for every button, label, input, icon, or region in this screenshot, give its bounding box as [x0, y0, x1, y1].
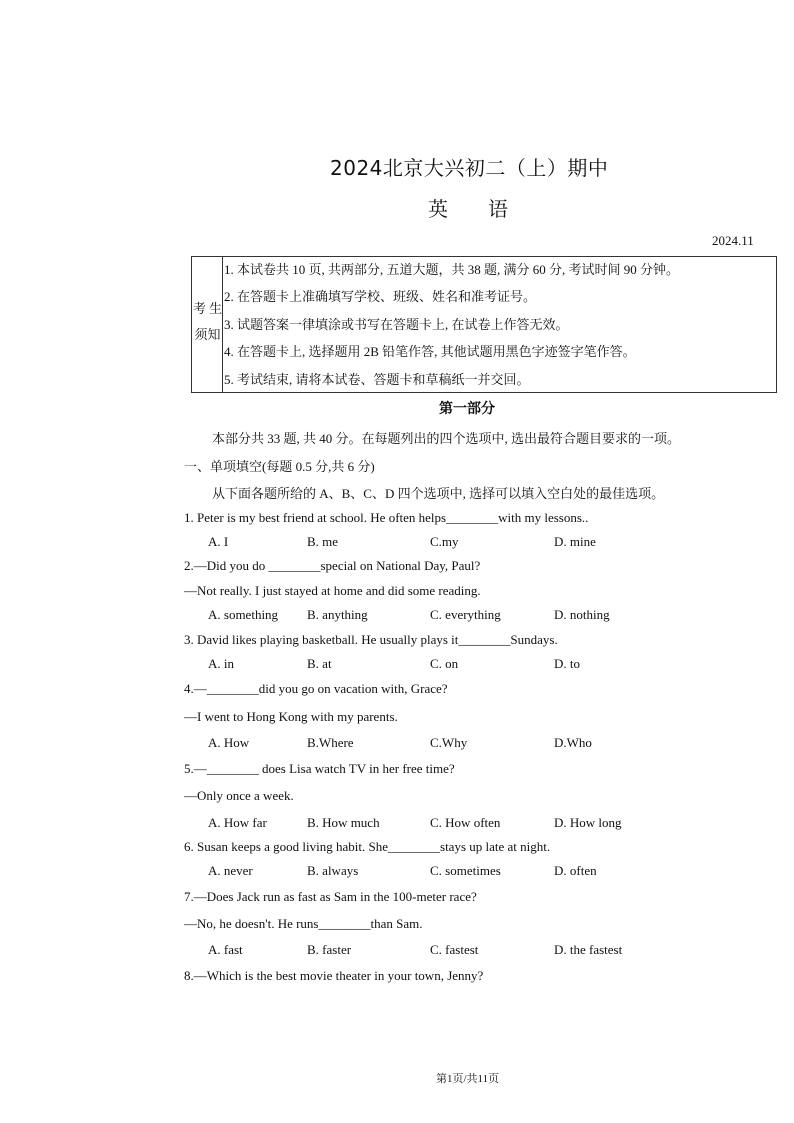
- question-3-stem: 3. David likes playing basketball. He usually plays it________Sundays.: [184, 632, 558, 647]
- page-number: 第1页/共11页: [436, 1073, 500, 1085]
- question-5-option-b: B. How much: [307, 815, 380, 830]
- question-2-stem: 2.—Did you do ________special on National Day, Paul?: [184, 558, 481, 573]
- notice-item: 4. 在答题卡上, 选择题用 2B 铅笔作答, 其他试题用黑色字迹签字笔作答。: [224, 344, 636, 359]
- question-5-option-d: D. How long: [554, 815, 622, 830]
- notice-label-line2: 须知: [194, 327, 221, 342]
- page-title: 2024北京大兴初二（上）期中: [330, 156, 609, 180]
- section-instructions: 从下面各题所给的 A、B、C、D 四个选项中, 选择可以填入空白处的最佳选项。: [212, 486, 665, 501]
- notice-item: 1. 本试卷共 10 页, 共两部分, 五道大题，共 38 题, 满分 60 分, 考试时间 90 分钟。: [224, 262, 680, 277]
- question-4-stem: 4.—________did you go on vacation with, Grace?: [184, 681, 448, 696]
- notice-label: [192, 257, 223, 392]
- question-6-option-a: A. never: [208, 863, 253, 878]
- question-6-option-b: B. always: [307, 863, 359, 878]
- question-7-option-d: D. the fastest: [554, 942, 623, 957]
- question-2-option-d: D. nothing: [554, 607, 610, 622]
- part-intro: 本部分共 33 题, 共 40 分。在每题列出的四个选项中, 选出最符合题目要求的一项。: [212, 431, 681, 446]
- exam-notice-box: [191, 256, 777, 393]
- question-7-option-a: A. fast: [208, 942, 243, 957]
- question-7-reply: —No, he doesn't. He runs________than Sam.: [184, 916, 423, 931]
- question-1-option-c: C.my: [430, 534, 459, 549]
- question-7-option-b: B. faster: [307, 942, 352, 957]
- question-5-option-a: A. How far: [208, 815, 267, 830]
- question-5-stem: 5.—________ does Lisa watch TV in her free time?: [184, 761, 455, 776]
- subject-title: 英 语: [428, 197, 508, 221]
- exam-date: 2024.11: [712, 233, 754, 248]
- question-6-option-c: C. sometimes: [430, 863, 501, 878]
- question-3-option-d: D. to: [554, 656, 580, 671]
- question-1-option-b: B. me: [307, 534, 339, 549]
- question-4-option-c: C.Why: [430, 735, 468, 750]
- question-3-option-b: B. at: [307, 656, 332, 671]
- question-4-option-d: D.Who: [554, 735, 592, 750]
- notice-item: 3. 试题答案一律填涂或书写在答题卡上, 在试卷上作答无效。: [224, 317, 569, 332]
- question-4-option-a: A. How: [208, 735, 250, 750]
- question-5-option-c: C. How often: [430, 815, 501, 830]
- question-1-option-d: D. mine: [554, 534, 596, 549]
- question-5-reply: —Only once a week.: [184, 788, 294, 803]
- part-title: 第一部分: [439, 401, 495, 417]
- question-8-stem: 8.—Which is the best movie theater in your town, Jenny?: [184, 968, 484, 983]
- question-6-stem: 6. Susan keeps a good living habit. She________stays up late at night.: [184, 839, 551, 854]
- question-1-stem: 1. Peter is my best friend at school. He often helps________with my lessons..: [184, 510, 589, 525]
- question-7-stem: 7.—Does Jack run as fast as Sam in the 100-meter race?: [184, 889, 477, 904]
- question-1-option-a: A. I: [208, 534, 229, 549]
- question-2-option-a: A. something: [208, 607, 279, 622]
- question-4-option-b: B.Where: [307, 735, 354, 750]
- notice-item: 2. 在答题卡上准确填写学校、班级、姓名和准考证号。: [224, 289, 537, 304]
- question-2-option-b: B. anything: [307, 607, 368, 622]
- section-title: 一、单项填空(每题 0.5 分,共 6 分): [184, 459, 375, 474]
- question-3-option-a: A. in: [208, 656, 234, 671]
- question-7-option-c: C. fastest: [430, 942, 479, 957]
- question-6-option-d: D. often: [554, 863, 597, 878]
- notice-item: 5. 考试结束, 请将本试卷、答题卡和草稿纸一并交回。: [224, 372, 530, 387]
- notice-label-line1: 考 生: [192, 301, 223, 316]
- question-3-option-c: C. on: [430, 656, 459, 671]
- question-4-reply: —I went to Hong Kong with my parents.: [184, 709, 398, 724]
- question-2-option-c: C. everything: [430, 607, 501, 622]
- question-2-reply: —Not really. I just stayed at home and did some reading.: [184, 583, 481, 598]
